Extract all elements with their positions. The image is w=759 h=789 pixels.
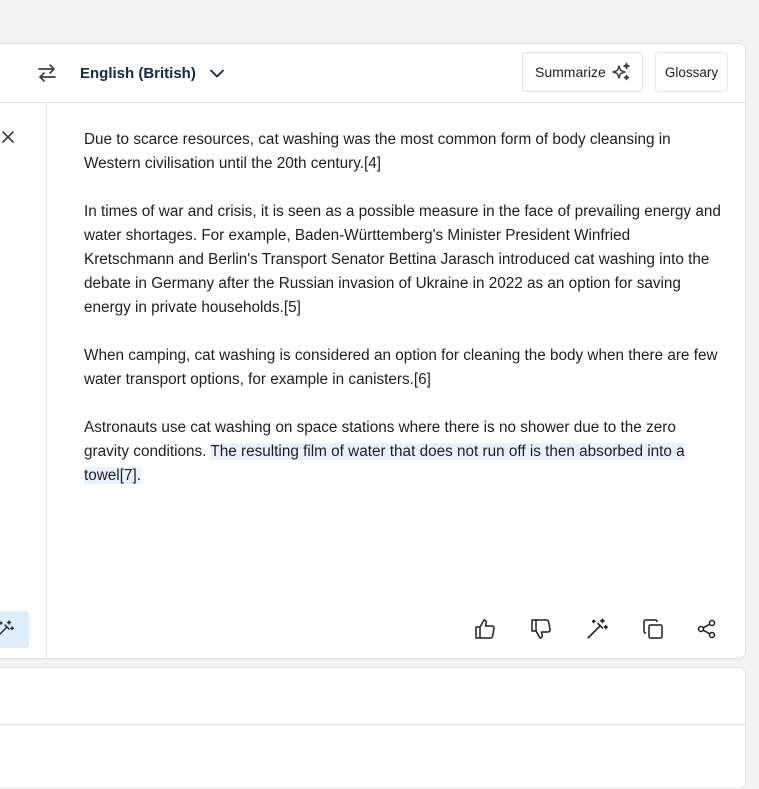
panel-divider <box>46 102 47 658</box>
magic-wand-icon <box>585 617 609 641</box>
improve-translation-button[interactable] <box>584 616 610 642</box>
target-language-select[interactable] <box>80 61 224 85</box>
feedback-actions <box>0 616 745 642</box>
close-icon <box>1 130 15 144</box>
share-button[interactable] <box>694 616 720 642</box>
thumbs-up-icon <box>473 617 497 641</box>
summarize-label: Summarize <box>535 64 606 80</box>
translation-panel <box>0 43 746 659</box>
translation-paragraph: In times of war and crisis, it is seen as a possible measure in the face of prevailing energy and water shortages. For example, Baden-Württemberg's Minister President Winfried Kretschmann and Berlin's Transport Senator Bettina Jarasch introduced cat washing into the debate in Germany after the Russian invasion of Ukraine in 2022 as an option for saving energy in private households.[5] <box>84 203 721 316</box>
secondary-panel <box>0 667 746 789</box>
paragraph-text: Astronauts use cat washing on space stations where there is no shower due to the zero gravity conditions. <box>84 419 676 460</box>
translation-paragraph: When camping, cat washing is considered an option for cleaning the body when there are few water transport options, for example in canisters.[6] <box>84 347 718 388</box>
close-source-button[interactable] <box>0 128 17 146</box>
translation-output[interactable] <box>84 128 724 512</box>
glossary-button[interactable] <box>655 52 728 92</box>
swap-arrows-icon <box>36 62 58 84</box>
target-language-label: English (British) <box>80 64 196 82</box>
swap-languages-button[interactable] <box>35 61 59 85</box>
copy-icon <box>641 617 665 641</box>
copy-button[interactable] <box>640 616 666 642</box>
panel-divider <box>0 724 745 725</box>
translation-toolbar <box>0 44 745 103</box>
summarize-button[interactable] <box>522 52 643 92</box>
thumbs-down-icon <box>529 617 553 641</box>
thumbs-up-button[interactable] <box>472 616 498 642</box>
translation-paragraph: Due to scarce resources, cat washing was the most common form of body cleansing in Western civilisation until the 20th century.[4] <box>84 131 671 172</box>
chevron-down-icon <box>210 69 224 78</box>
thumbs-down-button[interactable] <box>528 616 554 642</box>
share-icon <box>696 618 718 640</box>
translation-paragraph <box>84 416 724 488</box>
highlighted-sentence[interactable]: The resulting film of water that does not run off is then absorbed into a towel[7]. <box>84 443 685 484</box>
glossary-label: Glossary <box>664 64 719 80</box>
sparkles-icon <box>610 61 632 83</box>
